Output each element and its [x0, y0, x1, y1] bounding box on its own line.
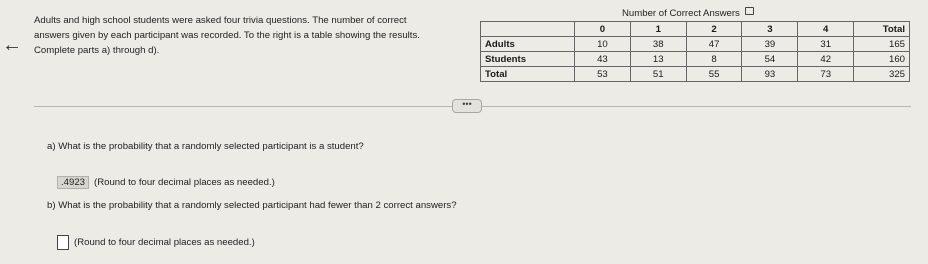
table-cell: 39: [742, 37, 798, 52]
table-cell: 73: [798, 67, 854, 82]
table-cell: 93: [742, 67, 798, 82]
copy-icon[interactable]: [745, 7, 754, 15]
results-table: [480, 21, 910, 82]
table-cell: 51: [630, 67, 686, 82]
table-cell: 13: [630, 52, 686, 67]
expand-more-button[interactable]: •••: [452, 99, 482, 113]
table-cell: 47: [686, 37, 742, 52]
intro-line-1: Adults and high school students were asked four trivia questions. The number of correct: [34, 15, 407, 26]
table-row: [481, 37, 910, 52]
table-cell: 8: [686, 52, 742, 67]
row-label: Total: [481, 67, 575, 82]
answer-a-row: [57, 176, 275, 189]
table-header-cell: [481, 22, 575, 37]
table-cell: 10: [575, 37, 631, 52]
row-label: Adults: [481, 37, 575, 52]
table-header-cell: 3: [742, 22, 798, 37]
table-cell: 43: [575, 52, 631, 67]
table-cell: 42: [798, 52, 854, 67]
table-cell: 53: [575, 67, 631, 82]
table-header-cell: 1: [630, 22, 686, 37]
table-header-row: [481, 22, 910, 37]
question-a: a) What is the probability that a randomly selected participant is a student?: [47, 141, 364, 152]
table-caption-text: Number of Correct Answers: [622, 8, 740, 19]
table-row: [481, 52, 910, 67]
table-header-cell: Total: [854, 22, 910, 37]
answer-b-row: [57, 235, 255, 250]
table-cell: 38: [630, 37, 686, 52]
table-cell: 31: [798, 37, 854, 52]
table-header-cell: 0: [575, 22, 631, 37]
answer-a-hint: (Round to four decimal places as needed.): [94, 177, 275, 188]
answer-b-hint: (Round to four decimal places as needed.): [74, 237, 255, 248]
table-cell: 54: [742, 52, 798, 67]
table-header-cell: 2: [686, 22, 742, 37]
table-caption: [622, 7, 754, 19]
table-cell: 160: [854, 52, 910, 67]
answer-a-field[interactable]: .4923: [57, 176, 89, 189]
back-arrow-icon[interactable]: ←: [2, 34, 22, 56]
table-cell: 325: [854, 67, 910, 82]
problem-intro: [34, 13, 484, 58]
table-header-cell: 4: [798, 22, 854, 37]
question-b: b) What is the probability that a randomly selected participant had fewer than 2 correct answers?: [47, 200, 457, 211]
answer-b-field[interactable]: [57, 235, 69, 250]
table-cell: 55: [686, 67, 742, 82]
row-label: Students: [481, 52, 575, 67]
table-cell: 165: [854, 37, 910, 52]
intro-line-2: answers given by each participant was recorded. To the right is a table showing the results.: [34, 30, 420, 41]
table-row: [481, 67, 910, 82]
intro-line-3: Complete parts a) through d).: [34, 45, 160, 56]
